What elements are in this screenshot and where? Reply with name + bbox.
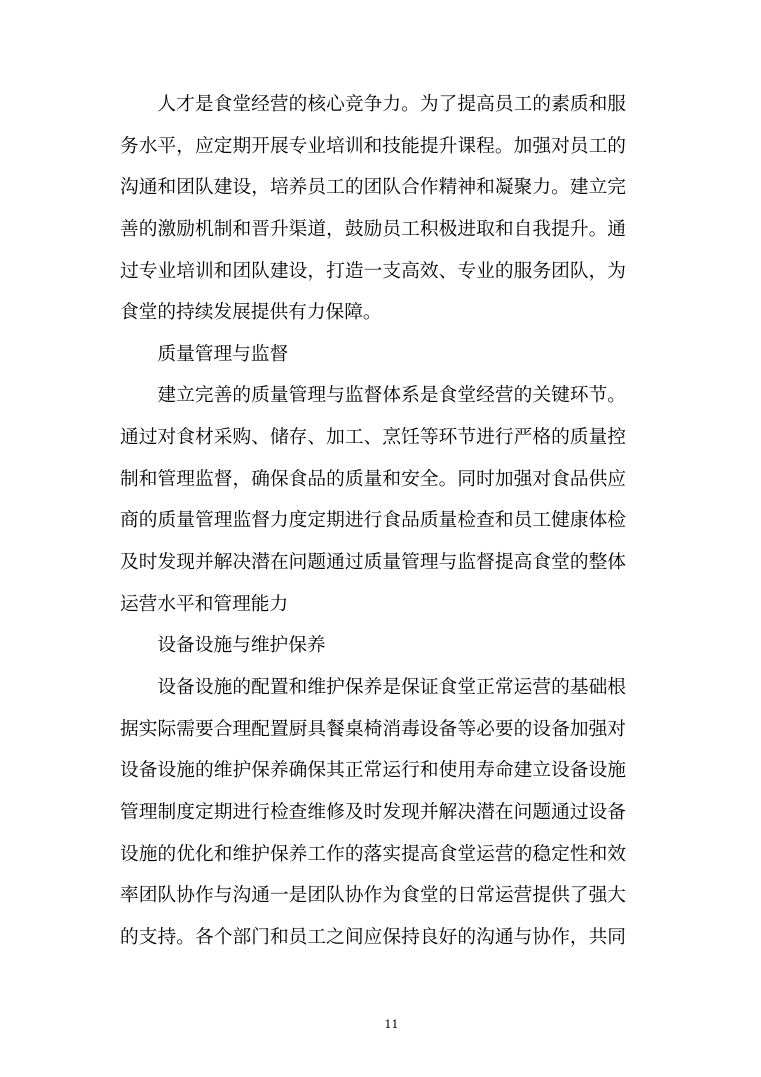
paragraph-line: 设备设施的配置和维护保养是保证食堂正常运营的基础根 xyxy=(157,676,626,698)
page-number: 11 xyxy=(384,1018,399,1031)
paragraph-line: 率团队协作与沟通一是团队协作为食堂的日常运营提供了强大 xyxy=(120,885,626,907)
paragraph-line: 设施的优化和维护保养工作的落实提高食堂运营的稳定性和效 xyxy=(120,843,626,865)
paragraph-quality-management xyxy=(120,375,626,625)
paragraph-line: 过专业培训和团队建设，打造一支高效、专业的服务团队，为 xyxy=(120,260,626,282)
paragraph-line: 管理制度定期进行检查维修及时发现并解决潜在问题通过设备 xyxy=(120,801,626,823)
paragraph-line: 设备设施的维护保养确保其正常运行和使用寿命建立设备设施 xyxy=(120,760,626,782)
document-body xyxy=(120,84,626,958)
paragraph-line: 善的激励机制和晋升渠道，鼓励员工积极进取和自我提升。通 xyxy=(120,218,626,240)
paragraph-line: 人才是食堂经营的核心竞争力。为了提高员工的素质和服 xyxy=(157,94,626,115)
paragraph-line: 据实际需要合理配置厨具餐桌椅消毒设备等必要的设备加强对 xyxy=(120,718,626,740)
paragraph-line: 通过对食材采购、储存、加工、烹饪等环节进行严格的质量控 xyxy=(120,427,626,449)
paragraph-line: 制和管理监督，确保食品的质量和安全。同时加强对食品供应 xyxy=(120,468,626,490)
paragraph-equipment-maintenance xyxy=(120,667,626,958)
paragraph-staff-training xyxy=(120,84,626,334)
paragraph-line: 商的质量管理监督力度定期进行食品质量检查和员工健康体检 xyxy=(120,510,626,532)
paragraph-line: 务水平，应定期开展专业培训和技能提升课程。加强对员工的 xyxy=(120,135,626,157)
paragraph-line: 建立完善的质量管理与监督体系是食堂经营的关键环节。 xyxy=(157,385,626,407)
paragraph-line: 及时发现并解决潜在问题通过质量管理与监督提高食堂的整体 xyxy=(120,552,626,574)
section-heading-quality: 质量管理与监督 xyxy=(157,343,289,365)
paragraph-line: 食堂的持续发展提供有力保障。 xyxy=(120,302,382,324)
paragraph-line: 运营水平和管理能力 xyxy=(120,593,289,615)
paragraph-line: 沟通和团队建设，培养员工的团队合作精神和凝聚力。建立完 xyxy=(120,177,626,199)
section-heading-equipment: 设备设施与维护保养 xyxy=(157,635,326,657)
paragraph-line: 的支持。各个部门和员工之间应保持良好的沟通与协作，共同 xyxy=(120,926,626,948)
